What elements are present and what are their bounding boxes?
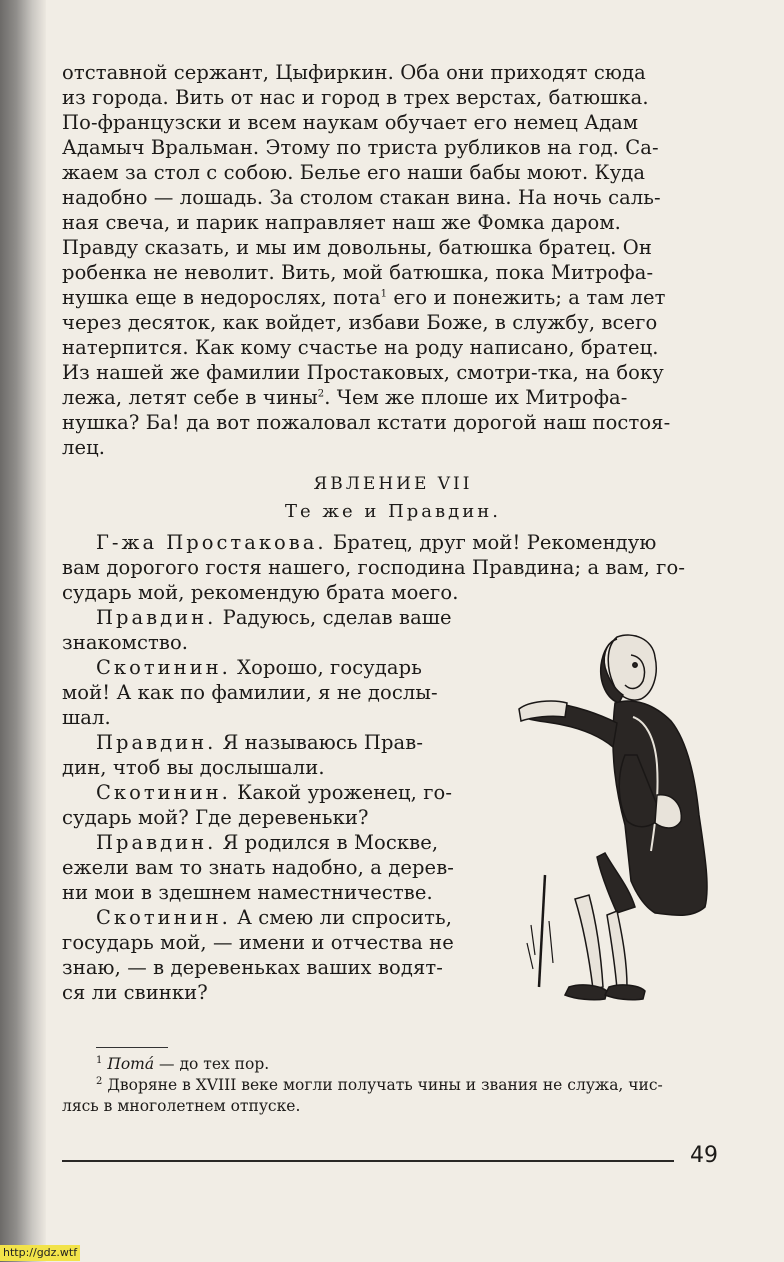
dialogue-text: ежели вам то знать надобно, а дерев-	[62, 856, 454, 879]
page-footer-rule	[62, 1160, 674, 1162]
dialogue-text: Хорошо, государь	[237, 656, 422, 679]
text-fragment: лежа, летят себе в чины	[62, 386, 318, 409]
footnote-text: — до тех пор.	[154, 1055, 270, 1073]
dialogue-line	[62, 680, 502, 705]
dialogue-text: вам дорогого гостя нашего, господина Правдина; а вам, го-	[62, 556, 686, 579]
text-line: из города. Вить от нас и город в трех верстах, батюшка.	[62, 86, 649, 109]
footnote-2	[62, 1075, 724, 1096]
pravdin-illustration	[505, 625, 730, 1025]
footnotes	[62, 1054, 724, 1117]
footnote-ref-2: 2	[317, 388, 325, 400]
dialogue-text: шал.	[62, 706, 111, 729]
footnote-text: Дворяне в XVIII веке могли получать чины и звания не служа, чис-	[107, 1076, 663, 1094]
footnote-divider	[96, 1047, 168, 1048]
speaker-name: Скотинин.	[96, 781, 231, 804]
dialogue-line	[62, 755, 502, 780]
dialogue-line	[62, 530, 724, 555]
dialogue-text: ни мои в здешнем наместничестве.	[62, 881, 433, 904]
text-line: ная свеча, и парик направляет наш же Фомка даром.	[62, 211, 621, 234]
scene-cast: Те же и Правдин.	[285, 501, 501, 522]
speaker-name: Скотинин.	[96, 656, 231, 679]
dialogue-line	[62, 905, 502, 930]
dialogue-line	[62, 705, 502, 730]
text-line: По-французски и всем наукам обучает его немец Адам	[62, 111, 639, 134]
text-line: Из нашей же фамилии Простаковых, смотри-тка, на боку	[62, 361, 664, 384]
text-line	[62, 285, 724, 310]
dialogue-line	[62, 730, 502, 755]
watermark-url: http://gdz.wtf	[0, 1245, 80, 1261]
scene-heading: ЯВЛЕНИЕ VII	[313, 474, 473, 494]
footnote-term: Потá	[107, 1055, 155, 1073]
text-fragment: нушка еще в недорослях, пота	[62, 286, 381, 309]
text-line: натерпится. Как кому счастье на роду написано, братец.	[62, 336, 659, 359]
speaker-name: Правдин.	[96, 731, 217, 754]
dialogue-line	[62, 580, 724, 605]
dialogue-line	[62, 830, 502, 855]
dialogue-line	[62, 655, 502, 680]
text-line: робенка не неволит. Вить, мой батюшка, пока Митрофа-	[62, 261, 654, 284]
dialogue-narrow	[62, 605, 502, 1005]
speaker-name: Правдин.	[96, 831, 217, 854]
footnote-1	[62, 1054, 724, 1075]
footnote-number: 2	[96, 1075, 103, 1087]
footnote-2-cont: лясь в многолетнем отпуске.	[62, 1097, 301, 1115]
monologue-block	[62, 60, 724, 460]
footnote-ref-1: 1	[380, 288, 388, 300]
dialogue-text: знаю, — в деревеньках ваших водят-	[62, 956, 443, 979]
dialogue-text: Какой уроженец, го-	[237, 781, 453, 804]
book-spine-shadow	[0, 0, 46, 1262]
text-line: жаем за стол с собою. Белье его наши бабы моют. Куда	[62, 161, 646, 184]
dialogue-full-width	[62, 530, 724, 605]
dialogue-text: ся ли свинки?	[62, 981, 208, 1004]
dialogue-line	[62, 630, 502, 655]
dialogue-line	[62, 955, 502, 980]
dialogue-line	[62, 555, 724, 580]
text-fragment: его и понежить; а там лет	[387, 286, 666, 309]
text-line: Правду сказать, и мы им довольны, батюшка братец. Он	[62, 236, 652, 259]
dialogue-line	[62, 855, 502, 880]
text-line: лец.	[62, 436, 106, 459]
dialogue-text: дин, чтоб вы дослышали.	[62, 756, 325, 779]
dialogue-line	[62, 880, 502, 905]
text-line: через десяток, как войдет, избави Боже, в службу, всего	[62, 311, 658, 334]
dialogue-line	[62, 805, 502, 830]
speaker-name: Правдин.	[96, 606, 217, 629]
dialogue-line	[62, 930, 502, 955]
dialogue-text: Радуюсь, сделав ваше	[222, 606, 452, 629]
speaker-name: Скотинин.	[96, 906, 231, 929]
dialogue-text: сударь мой, рекомендую брата моего.	[62, 581, 459, 604]
footnote-number: 1	[96, 1054, 103, 1066]
dialogue-text: Братец, друг мой! Рекомендую	[332, 531, 657, 554]
text-line: надобно — лошадь. За столом стакан вина. На ночь саль-	[62, 186, 661, 209]
text-line: нушка? Ба! да вот пожаловал кстати дорогой наш постоя-	[62, 411, 671, 434]
text-fragment: . Чем же плоше их Митрофа-	[324, 386, 628, 409]
dialogue-line	[62, 605, 502, 630]
dialogue-text: Я родился в Москве,	[222, 831, 439, 854]
text-line: Адамыч Вральман. Этому по триста рубликов на год. Са-	[62, 136, 659, 159]
text-line: отставной сержант, Цыфиркин. Оба они приходят сюда	[62, 61, 646, 84]
dialogue-text: сударь мой? Где деревеньки?	[62, 806, 369, 829]
dialogue-text: знакомство.	[62, 631, 189, 654]
dialogue-line	[62, 980, 502, 1005]
dialogue-text: А смею ли спросить,	[237, 906, 453, 929]
dialogue-text: Я называюсь Прав-	[222, 731, 424, 754]
page-number: 49	[690, 1143, 718, 1168]
dialogue-line	[62, 780, 502, 805]
speaker-name: Г-жа Простакова.	[96, 531, 327, 554]
dialogue-text: мой! А как по фамилии, я не дослы-	[62, 681, 438, 704]
dialogue-text: государь мой, — имени и отчества не	[62, 931, 454, 954]
text-line	[62, 385, 724, 410]
